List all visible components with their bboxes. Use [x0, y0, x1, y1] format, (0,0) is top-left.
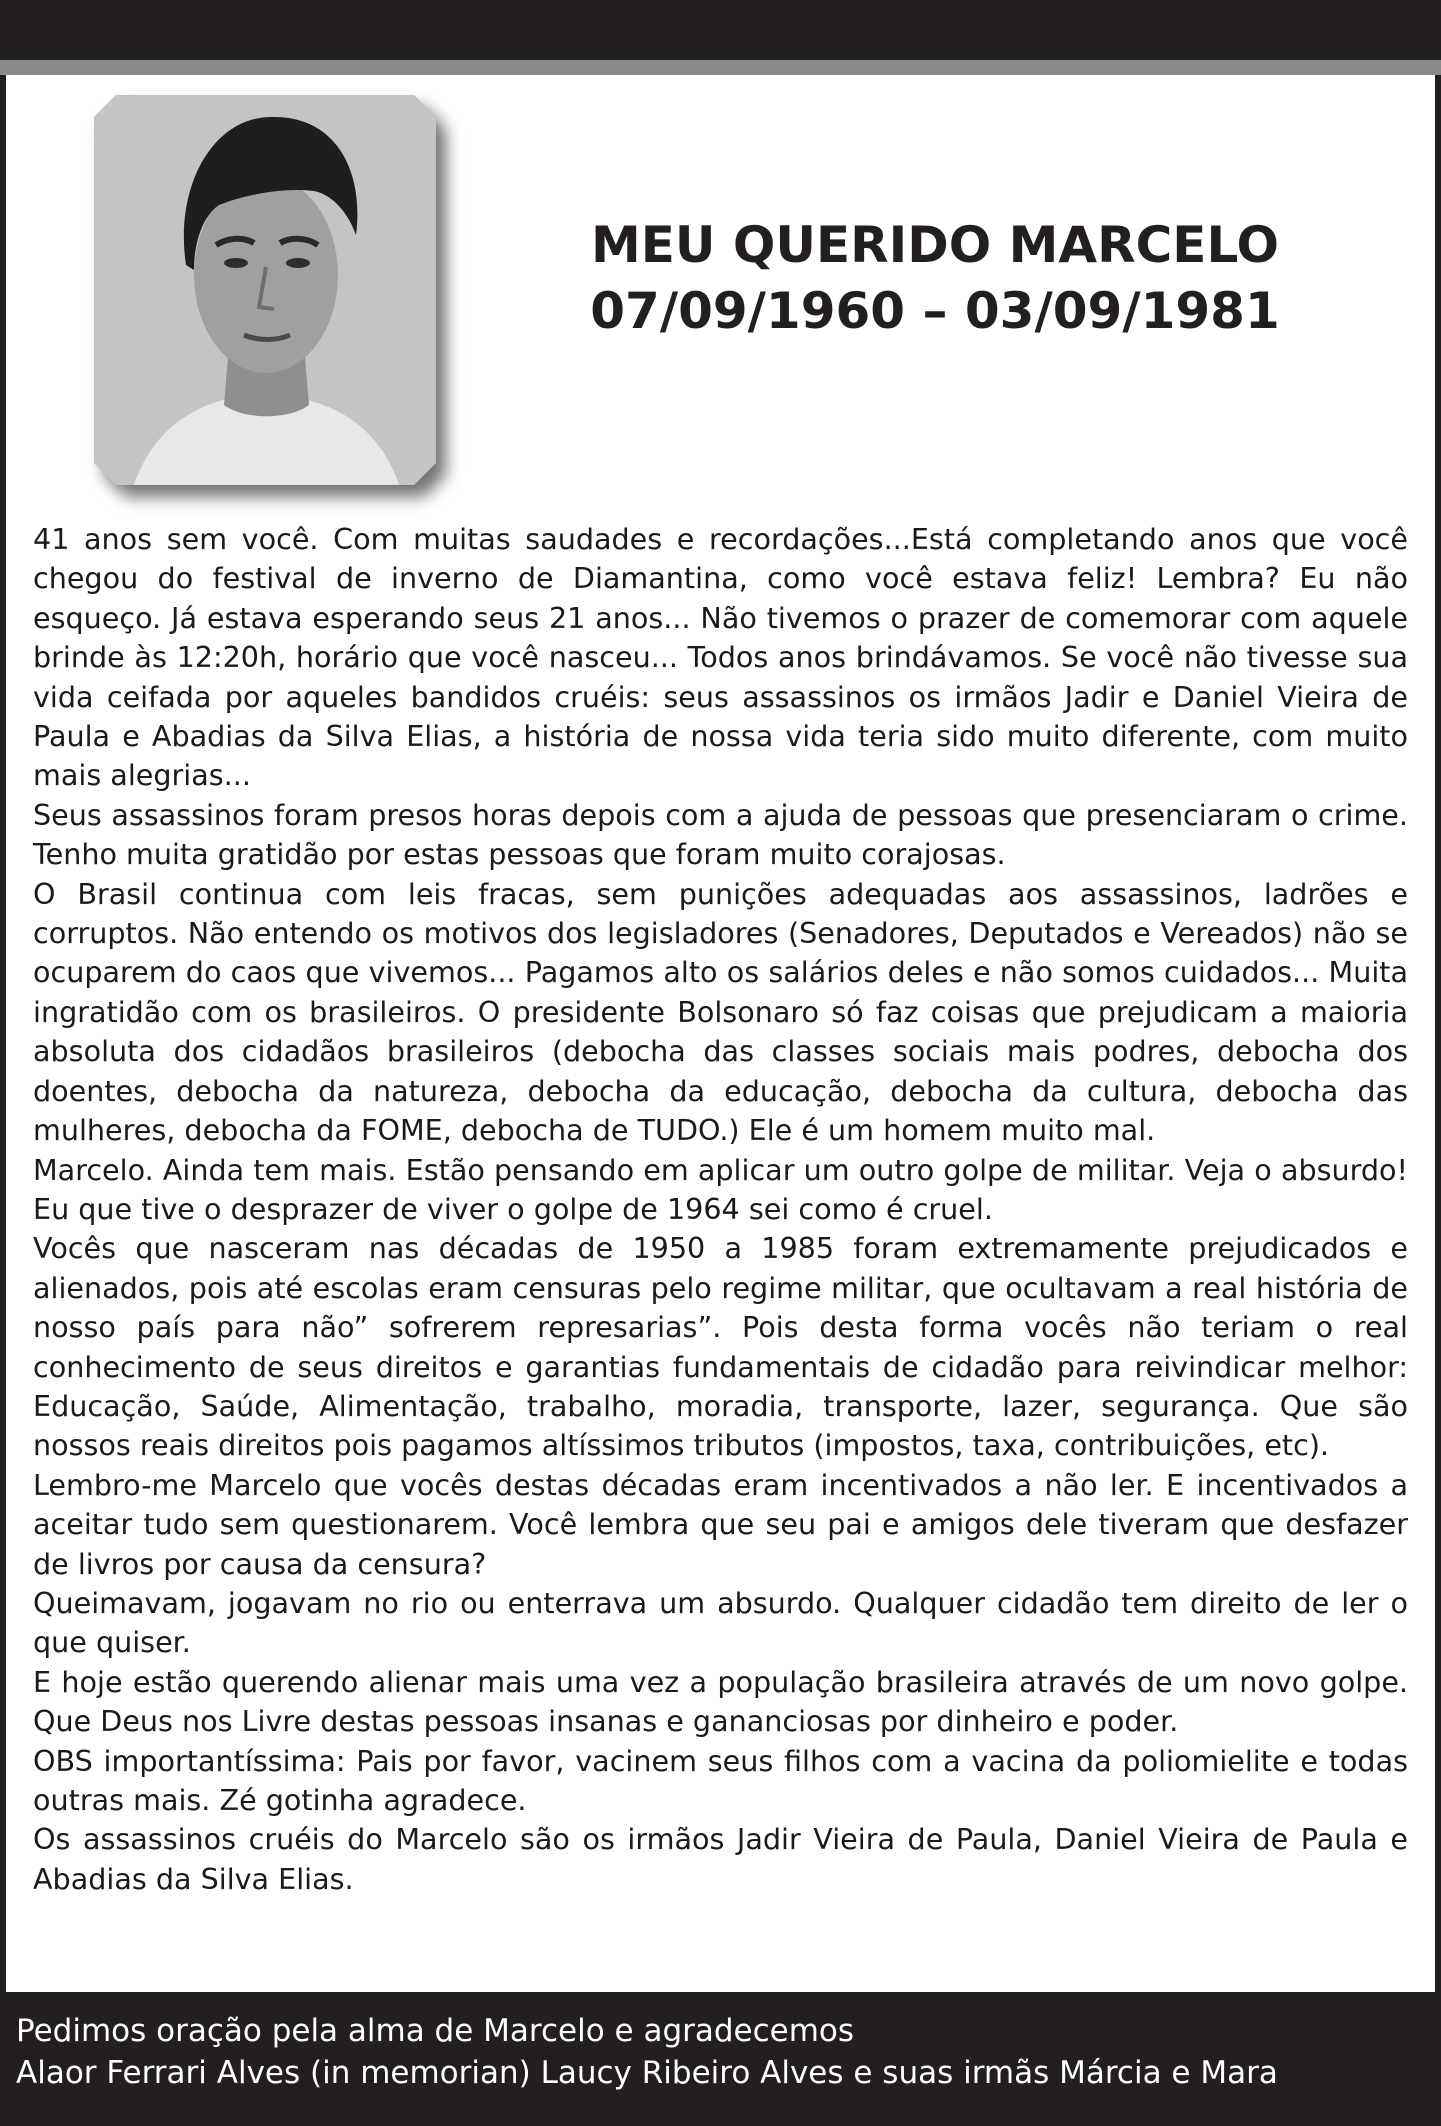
footer-line-prayer: Pedimos oração pela alma de Marcelo e agradecemos [16, 2013, 855, 2049]
body-paragraph: Seus assassinos foram presos horas depois com a ajuda de pessoas que presenciaram o crime. Tenho muita gratidão por estas pessoas que foram muito corajosas. [33, 797, 1408, 872]
body-paragraph: 41 anos sem você. Com muitas saudades e recordações...Está completando anos que você chegou do festival de inverno de Diamantina, como você estava feliz! Lembra? Eu não esqueço. Já estava esperando seus 21 anos... Não tivemos o prazer de comemorar com aquele brinde às 12:20h, horário que você nasceu... Todos anos brindávamos. Se você não tivesse sua vida ceifada por aqueles bandidos cruéis: seus assassinos os irmãos Jadir e Daniel Vieira de Paula e Abadias da Silva Elias, a história de nossa vida teria sido muito diferente, com muito mais alegrias... [33, 522, 1408, 793]
body-paragraph: Queimavam, jogavam no rio ou enterrava um absurdo. Qualquer cidadão tem direito de ler o que quiser. [33, 1585, 1408, 1660]
notice-title [540, 212, 1330, 344]
footer-banner [0, 1992, 1441, 2126]
body-paragraph: Lembro-me Marcelo que vocês destas décadas eram incentivados a não ler. E incentivados a aceitar tudo sem questionarem. Você lembra que seu pai e amigos dele tiveram que desfazer de livros por causa da censura? [33, 1467, 1408, 1581]
notice-body [33, 520, 1408, 1899]
body-paragraph: OBS importantíssima: Pais por favor, vacinem seus filhos com a vacina da poliomielite e todas outras mais. Zé gotinha agradece. [33, 1743, 1408, 1817]
portrait-photo-frame [94, 95, 436, 485]
title-name: MEU QUERIDO MARCELO [590, 216, 1280, 274]
portrait-photo-icon [94, 95, 436, 485]
portrait-photo [94, 95, 436, 485]
body-paragraph: Os assassinos cruéis do Marcelo são os irmãos Jadir Vieira de Paula, Daniel Vieira de Paula e Abadias da Silva Elias. [33, 1822, 1408, 1896]
body-paragraph: Vocês que nasceram nas décadas de 1950 a 1985 foram extremamente prejudicados e alienados, pois até escolas eram censuras pelo regime militar, que ocultavam a real história de nosso país para não” sofrerem represarias”. Pois desta forma vocês não teriam o real conhecimento de seus direitos e garantias fundamentais de cidadão para reivindicar melhor: Educação, Saúde, Alimentação, trabalho, moradia, transporte, lazer, segurança. Que são nossos reais direitos pois pagamos altíssimos tributos (impostos, taxa, contribuições, etc). [33, 1231, 1408, 1463]
body-paragraph: Marcelo. Ainda tem mais. Estão pensando em aplicar um outro golpe de militar. Veja o absurdo! Eu que tive o desprazer de viver o golpe de 1964 sei como é cruel. [33, 1152, 1408, 1226]
top-gray-stripe [0, 60, 1441, 75]
body-paragraph: E hoje estão querendo alienar mais uma vez a população brasileira através de um novo golpe. Que Deus nos Livre destas pessoas insanas e gananciosas por dinheiro e poder. [33, 1664, 1408, 1739]
top-black-bar [0, 0, 1441, 60]
title-dates: 07/09/1960 – 03/09/1981 [590, 282, 1280, 340]
body-paragraph: O Brasil continua com leis fracas, sem punições adequadas aos assassinos, ladrões e corruptos. Não entendo os motivos dos legisladores (Senadores, Deputados e Vereados) não se ocuparem do caos que vivemos... Pagamos alto os salários deles e não somos cuidados... Muita ingratidão com os brasileiros. O presidente Bolsonaro só faz coisas que prejudicam a maioria absoluta dos cidadãos brasileiros (debocha das classes sociais mais podres, debocha dos doentes, debocha da natureza, debocha da educação, debocha da cultura, debocha das mulheres, debocha da FOME, debocha de TUDO.) Ele é um homem muito mal. [33, 876, 1408, 1148]
footer-line-family: Alaor Ferrari Alves (in memorian) Laucy Ribeiro Alves e suas irmãs Márcia e Mara [16, 2055, 1278, 2091]
